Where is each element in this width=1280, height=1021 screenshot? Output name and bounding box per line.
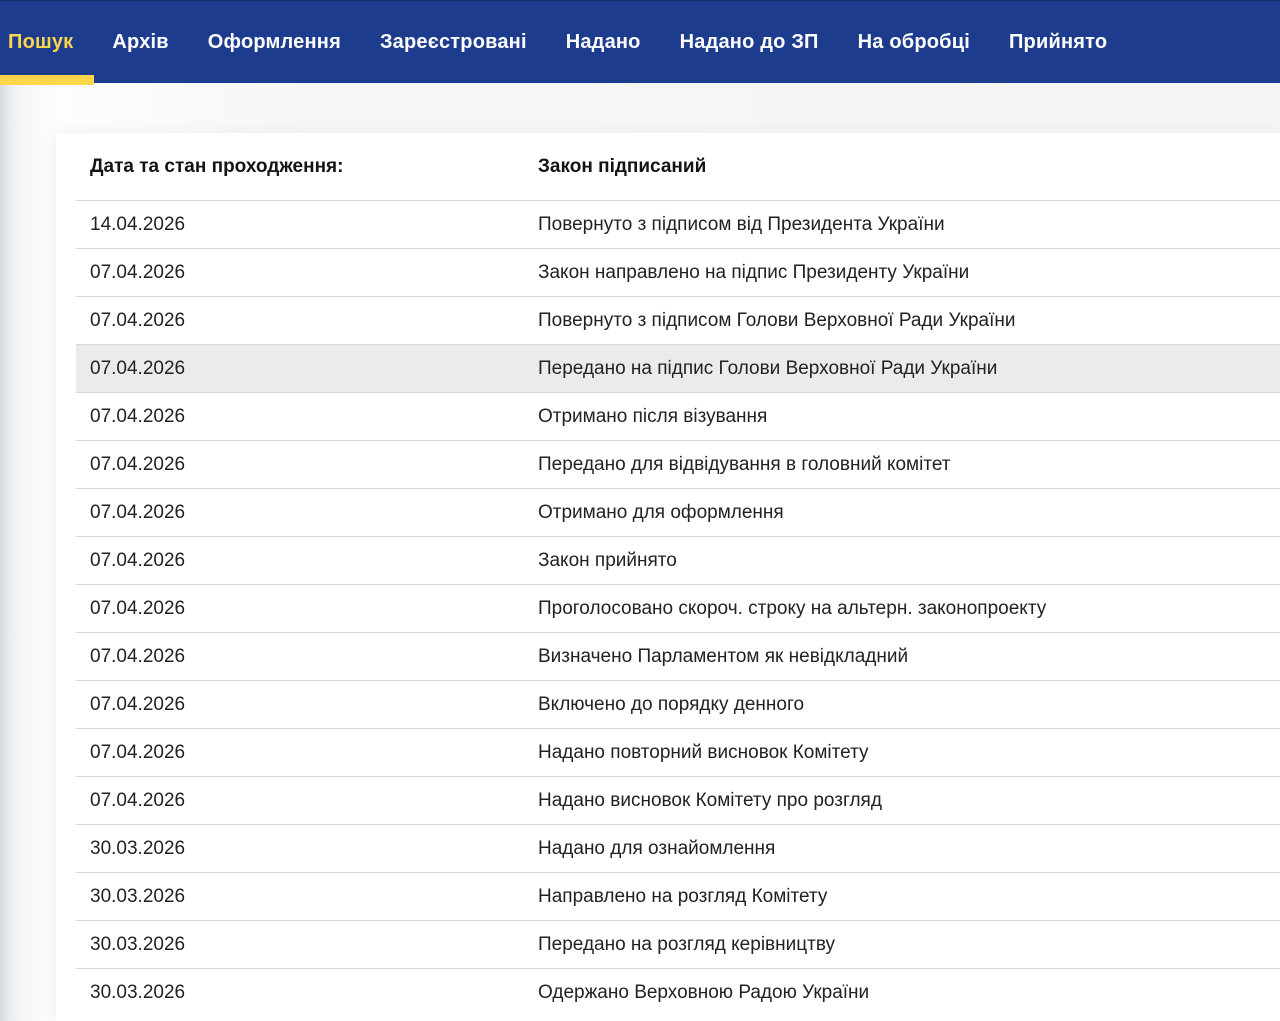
table-row xyxy=(76,680,1280,728)
table-row xyxy=(76,776,1280,824)
row-status: Визначено Парламентом як невідкладний xyxy=(538,645,909,667)
table-row xyxy=(76,632,1280,680)
row-date: 07.04.2026 xyxy=(90,549,186,571)
row-status: Закон прийнято xyxy=(538,549,677,571)
table-row xyxy=(76,344,1280,392)
row-date: 30.03.2026 xyxy=(90,837,186,859)
row-date: 07.04.2026 xyxy=(90,357,186,379)
row-date: 07.04.2026 xyxy=(90,501,186,523)
row-status: Проголосовано скороч. строку на альтерн. законопроекту xyxy=(538,597,1047,619)
row-date: 30.03.2026 xyxy=(90,933,186,955)
nav-tab-pryiniato[interactable]: Прийнято xyxy=(1008,30,1108,53)
row-date: 07.04.2026 xyxy=(90,309,186,331)
row-status: Повернуто з підписом Голови Верховної Ради України xyxy=(538,309,1016,331)
row-date: 30.03.2026 xyxy=(90,981,186,1003)
row-date: 30.03.2026 xyxy=(90,885,186,907)
row-date: 07.04.2026 xyxy=(90,789,186,811)
row-status: Закон направлено на підпис Президенту України xyxy=(538,261,970,283)
row-status: Надано для ознайомлення xyxy=(538,837,776,859)
table-row xyxy=(76,728,1280,776)
row-date: 07.04.2026 xyxy=(90,693,186,715)
row-status: Одержано Верховною Радою України xyxy=(538,981,870,1003)
column-header-status: Закон підписаний xyxy=(538,155,707,177)
row-date: 14.04.2026 xyxy=(90,213,186,235)
row-status: Надано повторний висновок Комітету xyxy=(538,741,869,763)
nav-tab-poshuk[interactable]: Пошук xyxy=(8,30,74,53)
table-row xyxy=(76,920,1280,968)
row-status: Отримано після візування xyxy=(538,405,768,427)
table-header-row xyxy=(76,133,1280,200)
table-row xyxy=(76,392,1280,440)
row-status: Включено до порядку денного xyxy=(538,693,805,715)
active-tab-indicator xyxy=(0,75,94,85)
status-table-card xyxy=(56,133,1280,1021)
table-row xyxy=(76,872,1280,920)
row-date: 07.04.2026 xyxy=(90,405,186,427)
table-row xyxy=(76,824,1280,872)
column-header-date: Дата та стан проходження: xyxy=(90,155,344,177)
nav-tab-na-obrobtsi[interactable]: На обробці xyxy=(857,30,970,53)
row-status: Повернуто з підписом від Президента України xyxy=(538,213,945,235)
table-row xyxy=(76,248,1280,296)
nav-tab-nadano[interactable]: Надано xyxy=(565,30,641,53)
nav-tab-arkhiv[interactable]: Архів xyxy=(112,30,169,53)
row-date: 07.04.2026 xyxy=(90,597,186,619)
table-body xyxy=(76,200,1280,1016)
table-row xyxy=(76,968,1280,1016)
row-date: 07.04.2026 xyxy=(90,453,186,475)
row-status: Передано на підпис Голови Верховної Ради України xyxy=(538,357,998,379)
nav-tab-zareiestrovani[interactable]: Зареєстровані xyxy=(379,30,527,53)
table-row xyxy=(76,296,1280,344)
nav-tab-nadano-do-zp[interactable]: Надано до ЗП xyxy=(679,30,819,53)
table-row xyxy=(76,536,1280,584)
row-date: 07.04.2026 xyxy=(90,741,186,763)
row-status: Надано висновок Комітету про розгляд xyxy=(538,789,882,811)
row-status: Передано на розгляд керівництву xyxy=(538,933,835,955)
row-status: Направлено на розгляд Комітету xyxy=(538,885,828,907)
top-nav xyxy=(0,0,1280,83)
nav-tab-oformlennia[interactable]: Оформлення xyxy=(207,30,341,53)
table-row xyxy=(76,584,1280,632)
table-row xyxy=(76,440,1280,488)
row-status: Передано для відвідування в головний комітет xyxy=(538,453,951,475)
row-status: Отримано для оформлення xyxy=(538,501,784,523)
row-date: 07.04.2026 xyxy=(90,645,186,667)
row-date: 07.04.2026 xyxy=(90,261,186,283)
table-row xyxy=(76,200,1280,248)
table-row xyxy=(76,488,1280,536)
